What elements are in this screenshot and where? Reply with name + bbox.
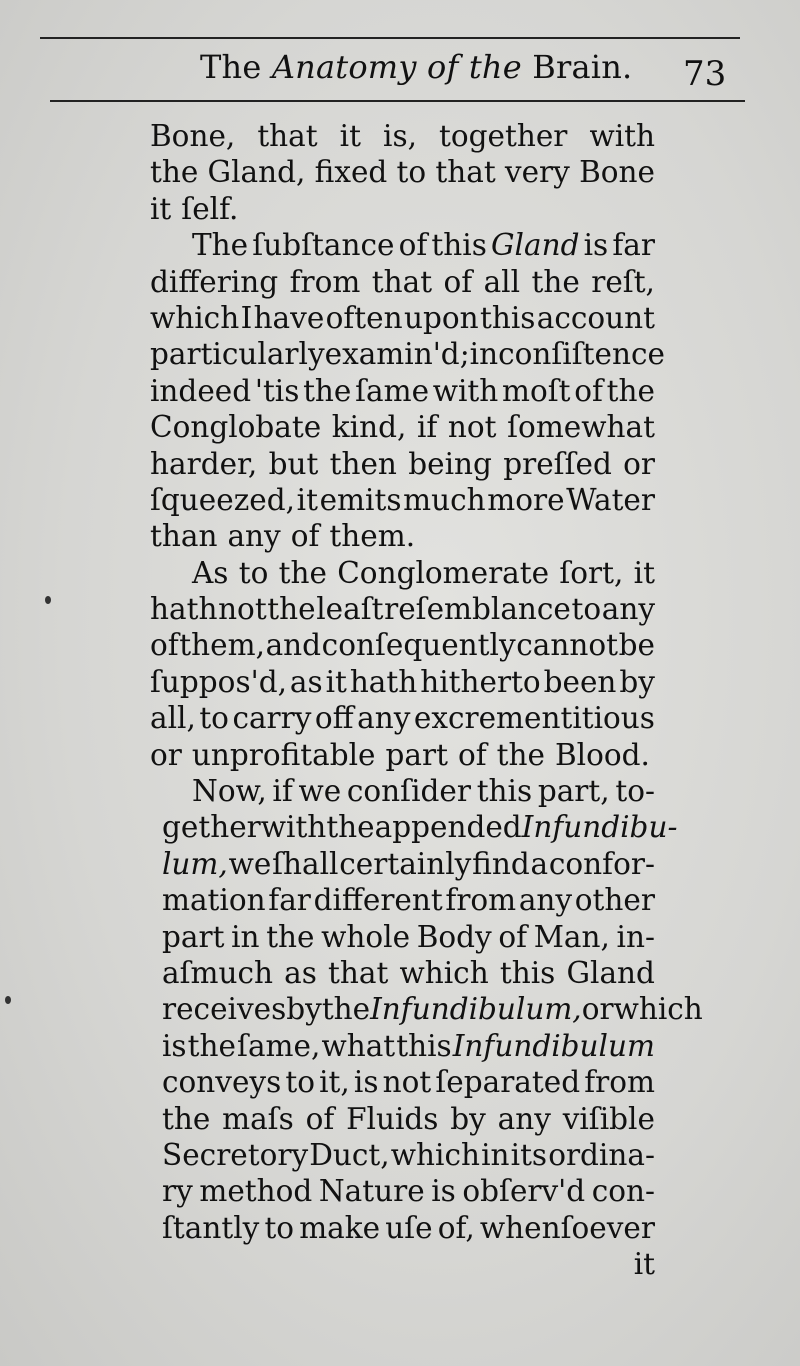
word: this: [431, 228, 487, 263]
word: ſomewhat: [507, 410, 655, 445]
word: any: [357, 701, 411, 736]
word: Conglobate: [150, 410, 322, 445]
word: and: [265, 628, 322, 663]
text-line: [150, 300, 655, 336]
text-line: [150, 700, 655, 736]
word: often: [325, 300, 403, 335]
text-line: [150, 1101, 655, 1137]
word: of: [305, 1101, 335, 1136]
word: hath: [349, 664, 418, 699]
text-line: [150, 336, 665, 372]
word: particularly: [150, 337, 325, 372]
word: which: [150, 300, 240, 335]
word: very: [504, 155, 570, 190]
word: leaſt: [316, 592, 384, 627]
word: ſame: [355, 373, 430, 408]
word: in: [469, 337, 499, 372]
word: Nature: [318, 1174, 425, 1209]
word: them.: [329, 519, 416, 554]
text-line: [150, 919, 655, 955]
word: reſt,: [591, 264, 655, 299]
word: ſeparated: [435, 1065, 581, 1100]
word: The: [192, 228, 249, 263]
word: a: [530, 846, 549, 881]
word: Infundibulum: [452, 1028, 655, 1063]
word: as: [284, 955, 317, 990]
word: we: [228, 846, 272, 881]
running-head: [200, 48, 632, 86]
word: is: [162, 1028, 187, 1063]
word: with: [432, 373, 499, 408]
word: any: [227, 519, 281, 554]
word: this: [479, 300, 536, 335]
word: ;: [459, 337, 470, 372]
word: emits: [319, 482, 402, 517]
word: if: [416, 410, 438, 445]
word: with: [260, 810, 327, 845]
word: not: [447, 410, 497, 445]
word: of: [457, 737, 487, 772]
word: cannot: [516, 628, 618, 663]
word: part,: [537, 774, 610, 809]
word: the: [303, 373, 352, 408]
word: carry: [232, 701, 312, 736]
word: certainly: [339, 846, 472, 881]
word: ſort,: [559, 555, 624, 590]
word: the: [326, 810, 375, 845]
word: this: [499, 955, 556, 990]
word: conveys: [162, 1065, 282, 1100]
word: as: [289, 664, 323, 699]
text-line: [150, 955, 655, 991]
word: be: [618, 628, 655, 663]
word: its: [510, 1137, 548, 1172]
header-rule-bottom: [50, 100, 745, 102]
body-text: [150, 118, 703, 1283]
word: by: [619, 664, 655, 699]
word: to: [285, 1065, 315, 1100]
text-line: [150, 1246, 655, 1282]
text-line: [150, 555, 655, 591]
text-line: [150, 773, 655, 809]
word: Gland: [490, 228, 580, 263]
word: off: [314, 701, 354, 736]
word: what: [321, 1028, 396, 1063]
header-rule-top: [40, 37, 740, 39]
word: in-: [616, 919, 655, 954]
word: unprofitable: [191, 737, 376, 772]
word: Secretory: [162, 1137, 309, 1172]
word: it: [633, 1247, 655, 1282]
text-line: [150, 882, 655, 918]
word: by: [286, 992, 322, 1027]
word: ordina-: [548, 1137, 655, 1172]
ink-speck: [5, 996, 11, 1004]
word: conſiſtence: [498, 337, 665, 372]
word: whenſoever: [479, 1210, 655, 1245]
word: is: [353, 1065, 379, 1100]
word: the: [321, 992, 371, 1027]
word: confor-: [548, 846, 655, 881]
word: this: [476, 774, 533, 809]
word: far: [612, 228, 655, 263]
word: the: [278, 555, 327, 590]
word: 'tis: [254, 373, 300, 408]
running-head-prefix: The: [200, 48, 262, 86]
word: that: [435, 155, 496, 190]
word: Now,: [192, 774, 267, 809]
word: any: [497, 1101, 551, 1136]
text-line: [150, 737, 655, 773]
word: harder,: [150, 446, 258, 481]
word: any: [601, 592, 655, 627]
word: ſelf.: [181, 191, 239, 226]
word: than: [150, 519, 218, 554]
text-line: [150, 446, 655, 482]
word: the: [606, 373, 655, 408]
running-head-italic: Anatomy of the: [271, 48, 522, 86]
word: indeed: [150, 373, 252, 408]
word: them,: [179, 628, 265, 663]
word: to: [571, 592, 602, 627]
text-line: [150, 809, 678, 845]
word: uſe: [385, 1210, 433, 1245]
word: all: [483, 264, 521, 299]
word: but: [268, 446, 319, 481]
text-line: [150, 191, 655, 227]
word: of: [290, 519, 320, 554]
word: from: [584, 1065, 655, 1100]
text-line: [150, 409, 655, 445]
text-line: [150, 1064, 655, 1100]
word: to: [264, 1210, 295, 1245]
word: which: [390, 1137, 480, 1172]
word: which: [399, 955, 489, 990]
text-line: [150, 846, 655, 882]
text-line: [150, 664, 655, 700]
word: been: [543, 664, 617, 699]
word: the: [150, 155, 199, 190]
text-line: [150, 227, 655, 263]
word: upon: [403, 300, 479, 335]
word: the: [162, 1101, 211, 1136]
word: not: [218, 592, 267, 627]
ink-speck: [45, 596, 51, 604]
word: part: [385, 737, 448, 772]
word: it: [325, 664, 347, 699]
word: differing: [150, 264, 279, 299]
word: is: [583, 228, 609, 263]
word: to-: [615, 774, 655, 809]
word: the: [496, 737, 545, 772]
word: not: [382, 1065, 432, 1100]
word: this: [396, 1028, 452, 1063]
word: Man,: [533, 919, 610, 954]
word: the: [267, 592, 316, 627]
word: other: [574, 883, 655, 918]
word: the: [266, 919, 315, 954]
word: to: [199, 701, 229, 736]
word: it: [150, 191, 172, 226]
word: reſemblance: [384, 592, 571, 627]
word: ſubſtance: [252, 228, 395, 263]
text-line: [150, 518, 655, 554]
word: fixed: [314, 155, 388, 190]
page-number: 73: [683, 54, 727, 94]
word: obſerv'd: [462, 1174, 586, 1209]
word: make: [299, 1210, 381, 1245]
word: ſtantly: [162, 1210, 260, 1245]
word: or: [623, 446, 655, 481]
word: Gland,: [207, 155, 306, 190]
text-line: [150, 991, 703, 1027]
word: far: [268, 883, 311, 918]
word: of: [574, 373, 603, 408]
word: different: [313, 883, 443, 918]
text-line: [150, 118, 655, 154]
word: or: [150, 737, 182, 772]
word: in: [481, 1137, 510, 1172]
word: of: [443, 264, 473, 299]
running-head-suffix: Brain.: [532, 48, 633, 86]
word: aſmuch: [162, 955, 273, 990]
word: account: [536, 300, 655, 335]
word: with: [589, 119, 655, 153]
word: ſhall: [272, 846, 339, 881]
word: being: [408, 446, 492, 481]
word: Bone: [579, 155, 655, 190]
word: appended: [374, 810, 522, 845]
text-line: [150, 1137, 655, 1173]
word: that: [257, 119, 318, 153]
text-line: [150, 1210, 655, 1246]
word: excrementitious: [413, 701, 655, 736]
word: preſſed: [503, 446, 612, 481]
word: from: [445, 883, 517, 918]
word: of: [498, 919, 528, 954]
word: to: [396, 155, 427, 190]
word: method: [199, 1174, 313, 1209]
word: Infundibu-: [521, 810, 678, 845]
word: whole: [321, 919, 411, 954]
word: As: [192, 555, 229, 590]
word: Duct,: [309, 1137, 390, 1172]
word: the: [531, 264, 580, 299]
word: it: [296, 482, 318, 517]
word: if: [272, 774, 293, 809]
text-line: [150, 627, 655, 663]
word: all,: [150, 701, 196, 736]
word: viſible: [562, 1101, 655, 1136]
text-line: [150, 591, 655, 627]
text-line: [150, 373, 655, 409]
word: to: [238, 555, 269, 590]
word: Fluids: [346, 1101, 439, 1136]
word: it: [339, 119, 361, 153]
text-line: [150, 1173, 655, 1209]
word: gether: [162, 810, 261, 845]
word: conſider: [346, 774, 471, 809]
word: of,: [437, 1210, 475, 1245]
word: which: [613, 992, 703, 1027]
word: is: [431, 1174, 456, 1209]
word: lum,: [162, 846, 228, 881]
text-line: [150, 482, 655, 518]
word: that: [328, 955, 389, 990]
word: it: [633, 555, 655, 590]
word: in: [231, 919, 260, 954]
word: from: [289, 264, 361, 299]
word: more: [487, 482, 565, 517]
word: ſqueezed,: [150, 482, 295, 517]
word: Infundibulum,: [370, 992, 582, 1027]
word: that: [371, 264, 433, 299]
word: kind,: [331, 410, 407, 445]
word: any: [518, 883, 573, 918]
word: examin'd: [324, 337, 460, 372]
word: receives: [162, 992, 287, 1027]
word: find: [472, 846, 530, 881]
word: mation: [162, 883, 266, 918]
word: Gland: [566, 955, 655, 990]
word: conſequently: [321, 628, 516, 663]
word: moſt: [501, 373, 571, 408]
word: hitherto: [420, 664, 541, 699]
text-line: [150, 1028, 655, 1064]
word: the: [187, 1028, 236, 1063]
word: maſs: [222, 1101, 294, 1136]
word: of: [398, 228, 428, 263]
word: then: [329, 446, 397, 481]
word: we: [298, 774, 342, 809]
word: ſuppos'd,: [150, 664, 287, 699]
word: Body: [416, 919, 492, 954]
word: much: [403, 482, 486, 517]
word: Bone,: [150, 119, 236, 153]
word: ſame,: [237, 1028, 321, 1063]
word: together: [439, 119, 568, 153]
word: Water: [566, 482, 655, 517]
word: con-: [591, 1174, 655, 1209]
text-line: [150, 264, 655, 300]
word: by: [450, 1101, 486, 1136]
word: is,: [383, 119, 417, 153]
text-line: [150, 154, 655, 190]
word: have: [253, 300, 325, 335]
word: Conglomerate: [337, 555, 550, 590]
word: Blood.: [554, 737, 650, 772]
word: it,: [319, 1065, 350, 1100]
word: ry: [162, 1174, 193, 1209]
word: I: [240, 300, 253, 335]
word: part: [162, 919, 225, 954]
word: or: [581, 992, 614, 1027]
word: of: [150, 628, 179, 663]
word: hath: [150, 592, 218, 627]
